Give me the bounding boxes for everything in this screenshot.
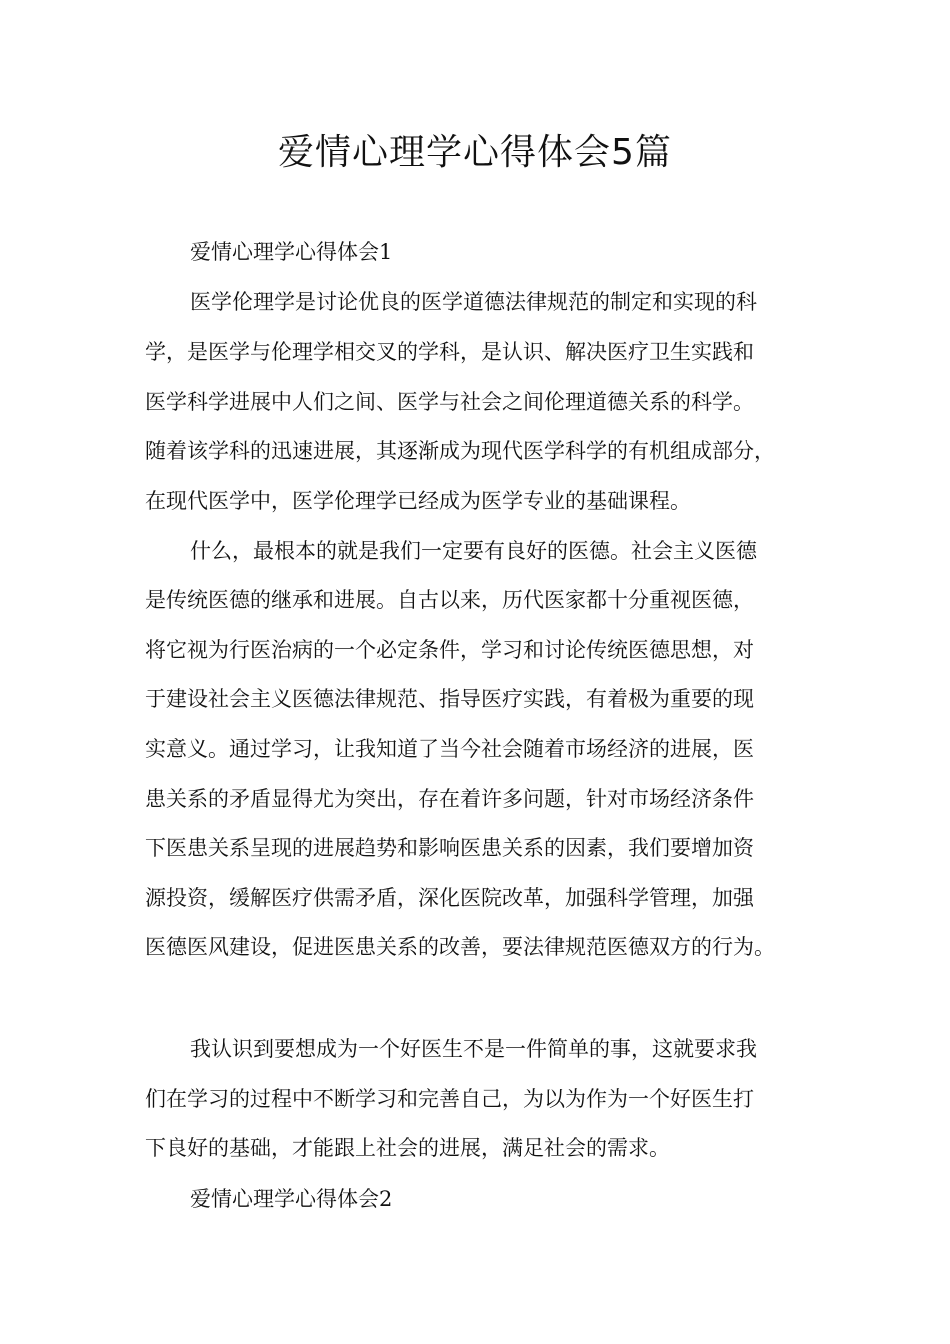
paragraph-1-line: 医学伦理学是讨论优良的医学道德法律规范的制定和实现的科	[190, 290, 757, 314]
page-title: 爱情心理学心得体会5篇	[278, 132, 672, 173]
paragraph-2-line: 实意义。通过学习，让我知道了当今社会随着市场经济的进展，医	[145, 737, 754, 761]
paragraph-3-line: 们在学习的过程中不断学习和完善自己，为以为作为一个好医生打	[145, 1087, 754, 1111]
paragraph-3-line: 我认识到要想成为一个好医生不是一件简单的事，这就要求我	[190, 1037, 757, 1061]
paragraph-2-line: 什么，最根本的就是我们一定要有良好的医德。社会主义医德	[190, 539, 757, 563]
paragraph-1-line: 学，是医学与伦理学相交叉的学科，是认识、解决医疗卫生实践和	[145, 340, 754, 364]
paragraph-1-line: 医学科学进展中人们之间、医学与社会之间伦理道德关系的科学。	[145, 390, 754, 414]
paragraph-3-line: 下良好的基础，才能跟上社会的进展，满足社会的需求。	[145, 1136, 670, 1160]
paragraph-2-line: 下医患关系呈现的进展趋势和影响医患关系的因素，我们要增加资	[145, 836, 754, 860]
paragraph-2-line: 源投资，缓解医疗供需矛盾，深化医院改革，加强科学管理，加强	[145, 886, 754, 910]
paragraph-1-line: 随着该学科的迅速进展，其逐渐成为现代医学科学的有机组成部分，	[145, 439, 775, 463]
paragraph-2-line: 于建设社会主义医德法律规范、指导医疗实践，有着极为重要的现	[145, 687, 754, 711]
paragraph-2-line: 医德医风建设，促进医患关系的改善，要法律规范医德双方的行为。	[145, 935, 775, 959]
paragraph-2-line: 将它视为行医治病的一个必定条件，学习和讨论传统医德思想，对	[145, 638, 754, 662]
paragraph-2-line: 是传统医德的继承和进展。自古以来，历代医家都十分重视医德，	[145, 588, 754, 612]
paragraph-2-line: 患关系的矛盾显得尤为突出，存在着许多问题，针对市场经济条件	[145, 787, 754, 811]
section-heading-1: 爱情心理学心得体会1	[190, 240, 393, 264]
paragraph-1-line: 在现代医学中，医学伦理学已经成为医学专业的基础课程。	[145, 489, 691, 513]
section-heading-2: 爱情心理学心得体会2	[190, 1187, 393, 1211]
